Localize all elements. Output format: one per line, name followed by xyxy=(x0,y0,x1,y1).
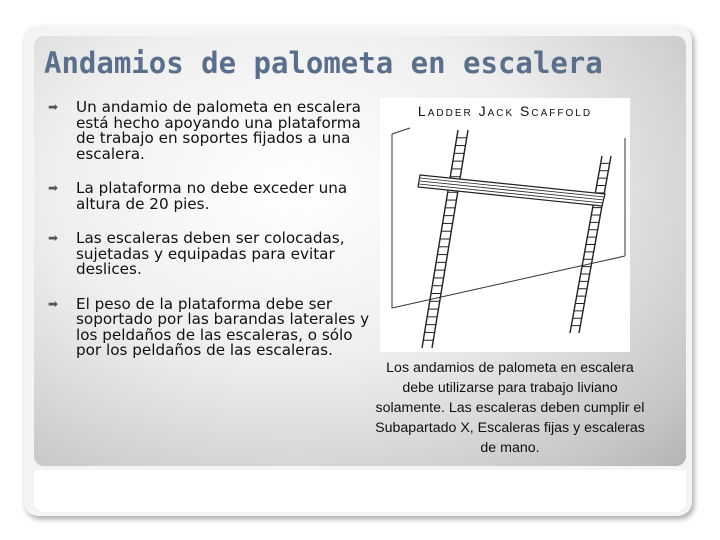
slide-title: Andamios de palometa en escalera xyxy=(44,46,603,80)
bullet-item xyxy=(48,100,370,162)
bullet-text: La plataforma no debe exceder una altura de 20 pies. xyxy=(76,179,348,213)
bullet-text: El peso de la plataforma debe ser soportado por las barandas laterales y los peldaños de las escaleras, o sólo por los peldaños de las escaleras. xyxy=(76,294,370,359)
arrow-bullet-icon: ➡ xyxy=(48,181,59,195)
scaffold-drawing xyxy=(380,98,630,352)
arrow-bullet-icon: ➡ xyxy=(48,100,59,114)
figure-caption: Los andamios de palometa en escalera debe utilizarse para trabajo liviano solamente. Las escaleras deben cumplir el Subapartado X, Escaleras fijas y escaleras de mano. xyxy=(375,360,645,456)
bullet-text: Un andamio de palometa en escalera está hecho apoyando una plataforma de trabajo en soportes fijados a una escalera. xyxy=(76,98,361,163)
bullet-text: Las escaleras deben ser colocadas, sujetadas y equipadas para evitar deslices. xyxy=(76,229,345,278)
arrow-bullet-icon: ➡ xyxy=(48,296,59,311)
ladder-jack-scaffold-illustration xyxy=(380,98,630,352)
figure-label: Ladder Jack Scaffold xyxy=(417,103,593,119)
left-ladder xyxy=(422,130,468,348)
slide-footer-area xyxy=(34,470,686,512)
wall-top-edge xyxy=(392,128,410,134)
bullet-item xyxy=(48,294,370,359)
bullet-list xyxy=(48,100,370,378)
bullet-item xyxy=(48,231,370,278)
bullet-item xyxy=(48,181,370,212)
arrow-bullet-icon: ➡ xyxy=(48,231,59,245)
right-ladder xyxy=(570,156,611,333)
